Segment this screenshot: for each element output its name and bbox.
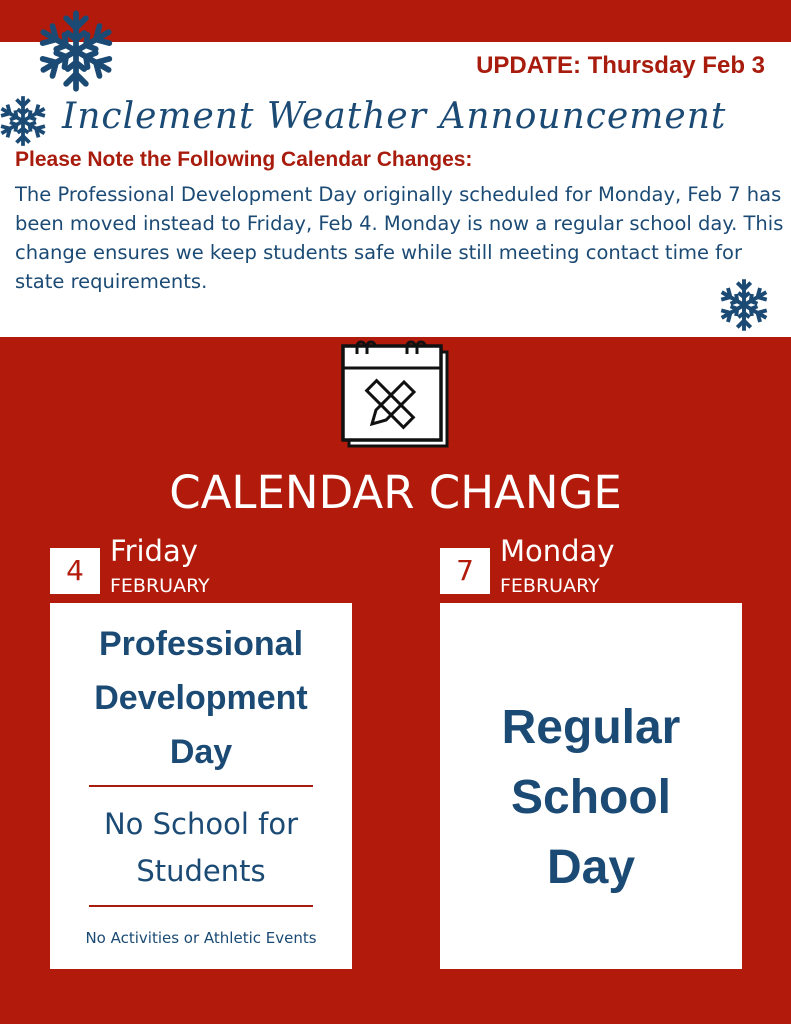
card-headline: Regular School Day xyxy=(501,701,681,894)
day-name: Monday xyxy=(500,534,615,568)
friday-card xyxy=(50,603,352,969)
monday-card xyxy=(440,603,742,969)
snowflake-icon xyxy=(35,10,117,92)
snowflake-icon xyxy=(0,94,50,148)
divider xyxy=(89,905,313,907)
day-name: Friday xyxy=(110,534,198,568)
date-number: 7 xyxy=(440,548,490,594)
date-number: 4 xyxy=(50,548,100,594)
month-name: FEBRUARY xyxy=(500,575,600,597)
card-subtitle: No School for Students xyxy=(103,807,299,888)
note-heading: Please Note the Following Calendar Changes: xyxy=(15,148,473,171)
card-note: No Activities or Athletic Events xyxy=(85,929,317,947)
calendar-change-title: CALENDAR CHANGE xyxy=(169,466,622,519)
announcement-body: The Professional Development Day originally scheduled for Monday, Feb 7 has been moved instead to Friday, Feb 4. Monday is now a regular school day. This change ensures we keep students safe while still meeting contact time for state requirements. xyxy=(15,183,784,293)
month-name: FEBRUARY xyxy=(110,575,210,597)
update-date: UPDATE: Thursday Feb 3 xyxy=(476,52,765,79)
calendar-pencil-ruler-icon xyxy=(341,340,451,450)
announcement-title: Inclement Weather Announcement xyxy=(62,96,727,137)
card-headline: Professional Development Day xyxy=(94,625,308,771)
